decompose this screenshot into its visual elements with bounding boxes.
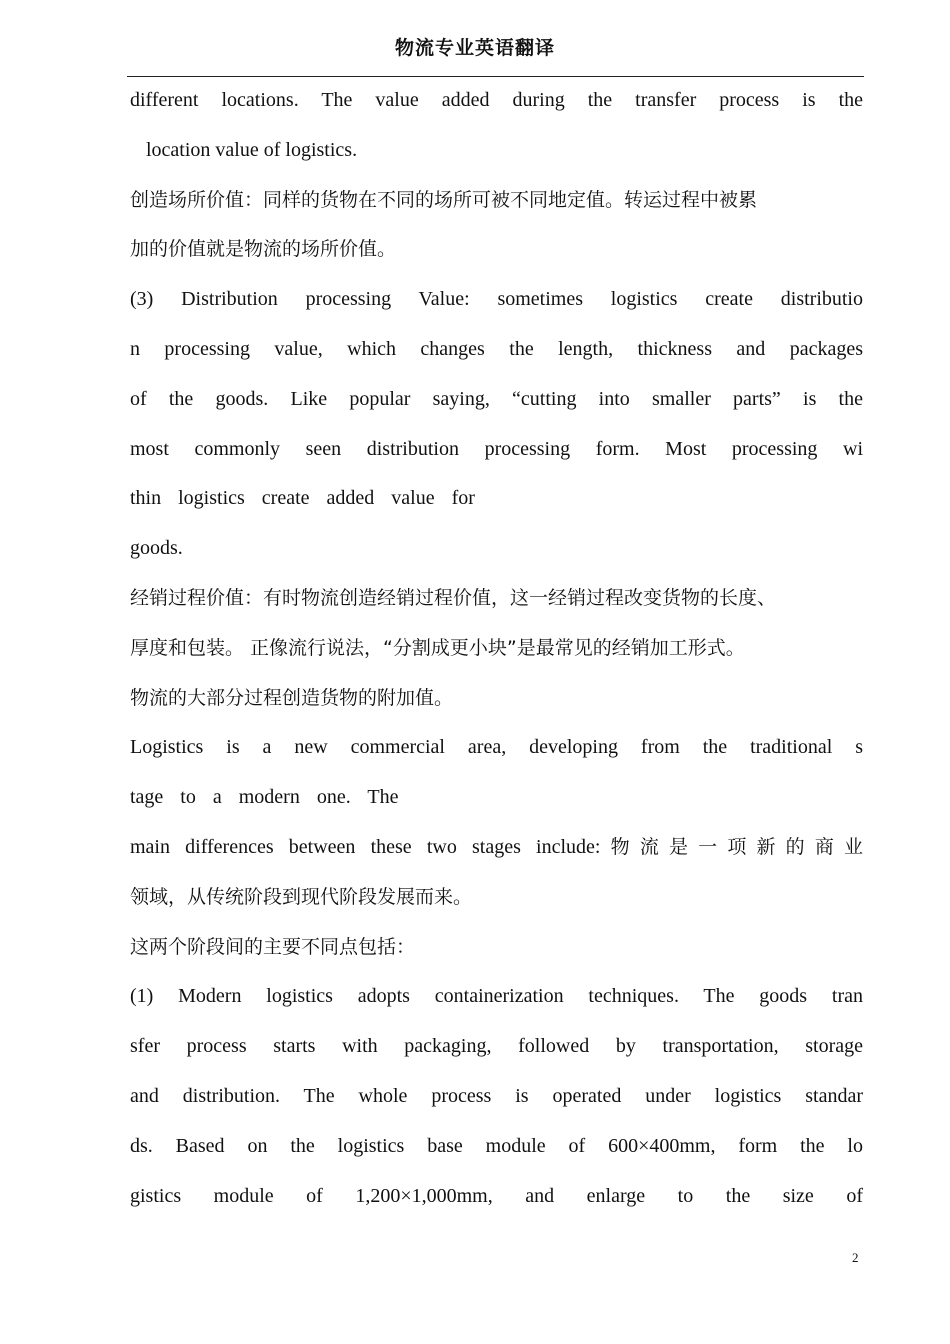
- text-line: different locations. The value added during the transfer process is the: [130, 89, 863, 111]
- text-line: [130, 823, 863, 873]
- text-line: 经销过程价值：有时物流创造经销过程价值，这一经销过程改变货物的长度、: [130, 586, 777, 609]
- text-line: n processing value, which changes the length, thickness and packages: [130, 337, 863, 360]
- text-line: 厚度和包装。 正像流行说法，“分割成更小块”是最常见的经销加工形式。: [130, 636, 745, 659]
- text-line: Logistics is a new commercial area, developing from the traditional s: [130, 736, 863, 759]
- text-line: gistics module of 1,200×1,000mm, and enlarge to the size of: [130, 1184, 863, 1207]
- text-line: (3) Distribution processing Value: sometimes logistics create distributio: [130, 288, 863, 311]
- page-header-title: 物流专业英语翻译: [394, 37, 555, 59]
- page-number: 2: [852, 1250, 859, 1265]
- text-line: goods.: [130, 537, 183, 560]
- text-line: 领域，从传统阶段到现代阶段发展而来。: [130, 885, 473, 908]
- text-line: 这两个阶段间的主要不同点包括：: [130, 935, 416, 958]
- text-line: 创造场所价值：同样的货物在不同的场所可被不同地定值。转运过程中被累: [130, 188, 758, 211]
- text-line: 物流的大部分过程创造货物的附加值。: [130, 686, 454, 709]
- text-line: tage to a modern one. The: [130, 786, 399, 809]
- text-segment-en: main differences between these two stages include:: [130, 835, 601, 858]
- text-line: ds. Based on the logistics base module of 600×400mm, form the lo: [130, 1134, 863, 1157]
- text-line: sfer process starts with packaging, followed by transportation, storage: [130, 1035, 863, 1058]
- text-line: and distribution. The whole process is operated under logistics standar: [130, 1084, 863, 1107]
- text-line: 加的价值就是物流的场所价值。: [130, 238, 397, 261]
- text-line: of the goods. Like popular saying, “cutting into smaller parts” is the: [130, 387, 863, 410]
- text-line: (1) Modern logistics adopts containerization techniques. The goods tran: [130, 985, 863, 1008]
- document-body: [130, 76, 863, 1221]
- text-segment-zh: 物流是一项新的商业: [600, 835, 863, 858]
- text-line: most commonly seen distribution processing form. Most processing wi: [130, 437, 863, 460]
- text-line: location value of logistics.: [146, 138, 358, 161]
- text-line: thin logistics create added value for: [130, 487, 475, 510]
